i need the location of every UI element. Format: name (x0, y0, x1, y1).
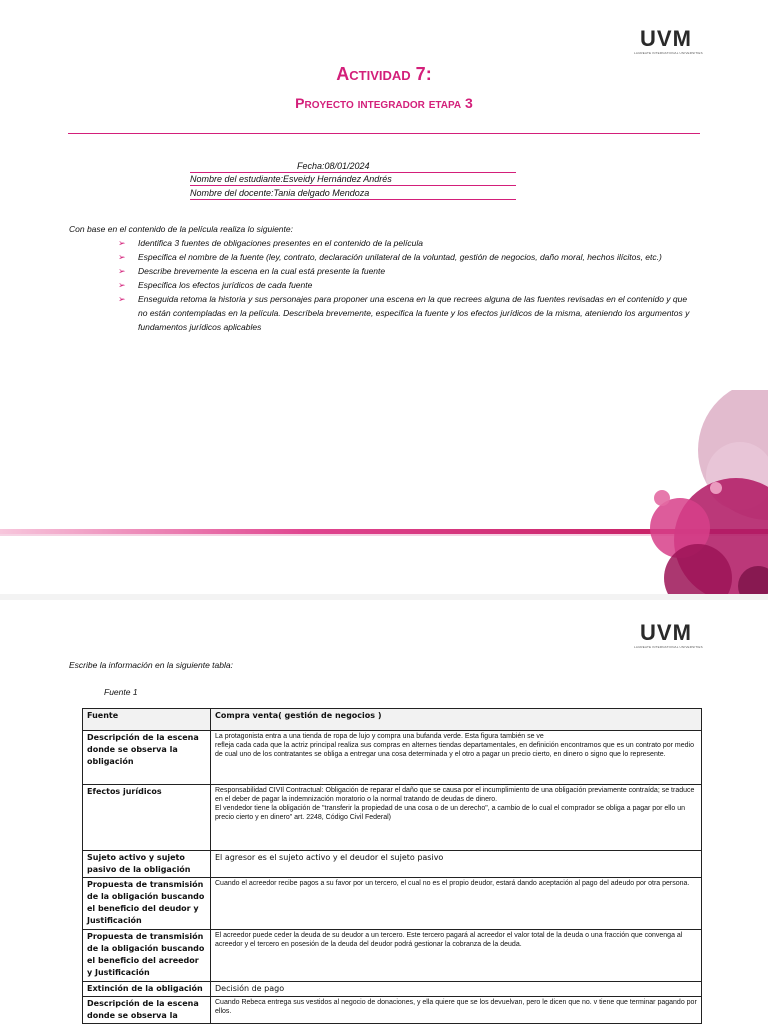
arrow-bullet-icon: ➢ (118, 266, 126, 276)
arrow-bullet-icon: ➢ (118, 252, 126, 262)
sources-table (82, 708, 702, 1024)
table-row: Propuesta de transmisión de la obligación buscando el beneficio del acreedor y Justificación El acreedor puede ceder la deuda de su deudor a un tercero. Este tercero pagará al acreedor el valor total de la deuda o una fracción que convenga al acreedor y el tercero en posesión de la deuda del deudor podrá gestionar la cobranza de la deuda. (83, 930, 702, 982)
page-title: Actividad 7: (336, 64, 432, 84)
list-item: ➢ Especifica los efectos jurídicos de cada fuente (118, 280, 313, 290)
list-item: ➢ Especifica el nombre de la fuente (ley, contrato, declaración unilateral de la voluntad, gestión de negocios, daño moral, hechos ilícitos, etc.) (118, 252, 662, 262)
list-item: ➢ Describe brevemente la escena en la cual está presente la fuente (118, 266, 386, 276)
divider (68, 133, 700, 134)
uvm-logo: UVM LAUREATE INTERNATIONAL UNIVERSITIES (634, 620, 703, 649)
table-row: Fuente Compra venta( gestión de negocios ) (83, 709, 702, 731)
instructions-list (118, 236, 698, 334)
uvm-logo: UVM LAUREATE INTERNATIONAL UNIVERSITIES (634, 26, 703, 55)
source-label: Fuente 1 (104, 687, 138, 697)
table-row: Descripción de la escena donde se observa la Cuando Rebeca entrega sus vestidos al negocio de donaciones, y ella quiere que se los devuelvan, pero le dicen que no. v tiene que terminar pagando por ellos. (83, 997, 702, 1024)
table-row: Extinción de la obligación Decisión de pago (83, 982, 702, 997)
list-item: ➢ Identifica 3 fuentes de obligaciones presentes en el contenido de la película (118, 238, 423, 248)
student-field: Nombre del estudiante:Esveidy Hernández Andrés (190, 173, 516, 186)
teacher-field: Nombre del docente:Tania delgado Mendoza (190, 187, 516, 200)
arrow-bullet-icon: ➢ (118, 238, 126, 248)
arrow-bullet-icon: ➢ (118, 294, 126, 304)
date-field: Fecha:08/01/2024 (190, 160, 516, 173)
decorative-circles-graphic (618, 390, 768, 594)
page-subtitle: Proyecto integrador etapa 3 (295, 95, 473, 111)
table-row: Propuesta de transmisión de la obligación buscando el beneficio del deudor y Justificación Cuando el acreedor recibe pagos a su favor por un tercero, el cual no es el propio deudor, estará dando aceptación al pago del adeudo por otra persona. (83, 878, 702, 930)
table-row: Sujeto activo y sujeto pasivo de la obligación El agresor es el sujeto activo y el deudor el sujeto pasivo (83, 851, 702, 878)
table-intro: Escribe la información en la siguiente tabla: (69, 660, 233, 670)
document-page-2 (0, 600, 768, 1024)
instructions-intro: Con base en el contenido de la película realiza lo siguiente: (69, 224, 293, 234)
table-row: Descripción de la escena donde se observa la obligación La protagonista entra a una tienda de ropa de lujo y compra una bufanda verde. Esta figura también se ve refleja cada cada que la actriz principal realiza sus compras en alternes tiendas departamentales, en definición encontramos que es un contrato por medio de cual uno de los contratantes se obliga a entregar una cosa determinada y el otro a pagar un precio cierto, en dinero o signo que lo represente. (83, 731, 702, 785)
arrow-bullet-icon: ➢ (118, 280, 126, 290)
table-row: Efectos jurídicos Responsabilidad CIVIl Contractual: Obligación de reparar el daño que se causa por el incumplimiento de una obligación previamente contraída; se traduce en el deber de pagar la indemnización moratorio o la normal tratando de deudas de dinero. El vendedor tiene la obligación de "transferir la propiedad de una cosa o de un derecho", a cambio de lo cual el comprador se obliga a pagar por ello un precio cierto y en dinero" art. 2248, Código Civil Federal) (83, 785, 702, 851)
list-item: ➢ Enseguida retoma la historia y sus personajes para proponer una escena en la que recrees alguna de las fuentes revisadas en el contenido y que no están contempladas en la película. Descríbela brevemente, especifica la fuente y los efectos jurídicos de la misma, ateniendo los argumentos y fundamentos jurídicos aplicables (118, 294, 690, 332)
